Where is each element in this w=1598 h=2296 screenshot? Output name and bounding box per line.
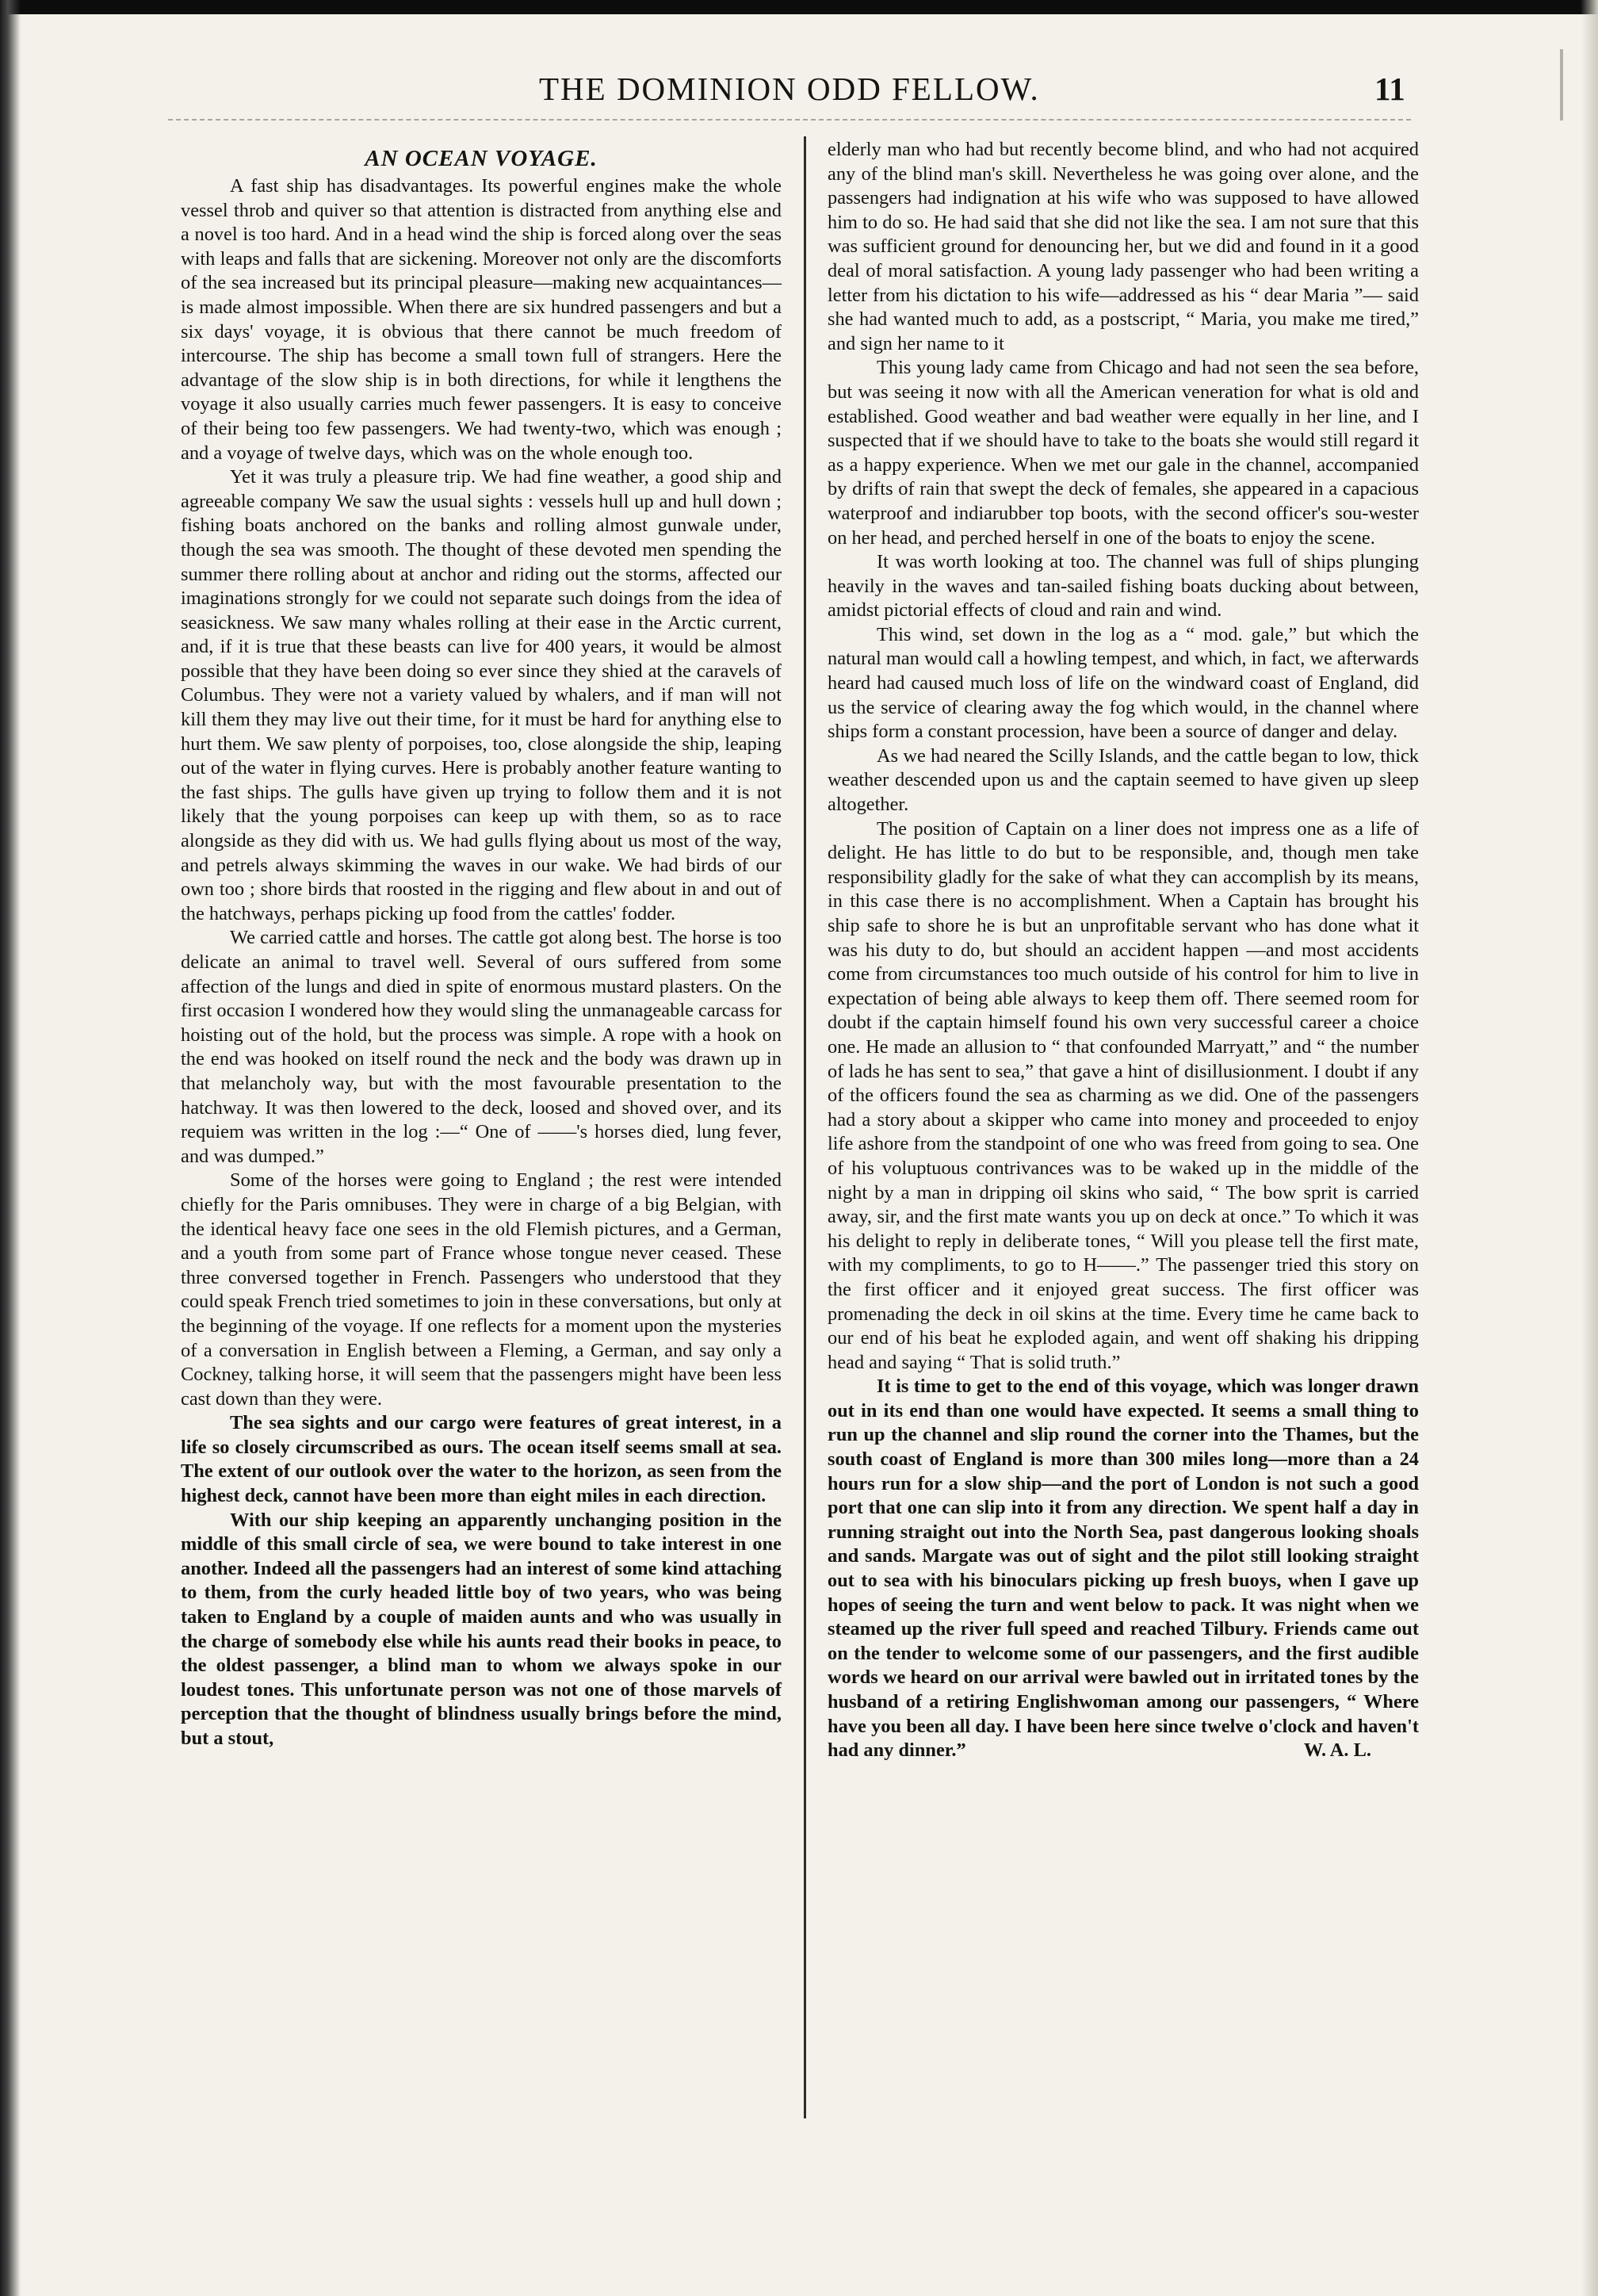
scan-left-shadow [0, 0, 21, 2296]
column-divider [804, 136, 806, 2118]
left-column [181, 174, 782, 1751]
paragraph: elderly man who had but recently become blind, and who had not acquired any of the blind man's skill. Nevertheless he was going over alone, and the passengers had indignation at his wife who was supposed to have allowed him to do so. He had said that she did not like the sea. I am not sure that this was sufficient ground for denouncing her, but we did and found in it a good deal of moral satisfaction. A young lady passenger who had been writing a letter from his dictation to his wife—addressed as his “ dear Maria ”— said she had wanted much to add, as a postscript, “ Maria, you make me tired,” and sign her name to it [828, 139, 1419, 354]
paragraph [828, 1375, 1419, 1763]
paragraph: Some of the horses were going to England ; the rest were intended chiefly for the Paris omnibuses. They were in charge of a big Belgian, with the identical heavy face one sees in the old Flemish pictures, and a German, and a youth from some part of France whose tongue never ceased. These three conversed together in French. Passengers who understood that they could speak French tried sometimes to join in these conversations, but only at the beginning of the voyage. If one reflects for a moment upon the mysteries of a conversation in English between a Fleming, a German, and say only a Cockney, talking horse, it will seem that the passengers might have been less cast down than they were. [181, 1169, 782, 1410]
closing-paragraph-text: It is time to get to the end of this voyage, which was longer drawn out in its end than one would have expected. It seems a small thing to run up the channel and slip round the corner into the Thames, but the south coast of England is more than 300 miles long—more than a 24 hours run for a slow ship—and the port of London is not such a good port that one can slip into it from any direction. We spent half a day in running straight out into the North Sea, past dangerous looking shoals and sands. Margate was out of sight and the pilot still looking straight out to sea with his binoculars picking up fresh buoys, when I gave up hopes of seeing the turn and went below to pack. It was night when we steamed up the river full speed and reached Tilbury. Friends came out on the tender to welcome some of our passengers, and the first audible words we heard on our arrival were bawled out in irritated tones by the husband of a retiring Englishwoman among our passengers, “ Where have you been all day. I have been here since twelve o'clock and haven't had any dinner.” [828, 1376, 1419, 1762]
article-title: AN OCEAN VOYAGE. [365, 146, 598, 171]
paragraph: As we had neared the Scilly Islands, and the cattle began to low, thick weather descended upon us and the captain seemed to have given up sleep altogether. [828, 744, 1419, 816]
page-header [0, 70, 1598, 117]
right-column [828, 138, 1419, 1763]
paragraph: This wind, set down in the log as a “ mod. gale,” but which the natural man would call a howling tempest, and which, in fact, we afterwards heard had caused much loss of life on the windward coast of England, did us the service of clearing away the fog which would, in the channel where ships form a constant procession, have been a source of danger and delay. [828, 623, 1419, 743]
paragraph: The sea sights and our cargo were features of great interest, in a life so closely circumscribed as ours. The ocean itself seems small at sea. The extent of our outlook over the water to the horizon, as seen from the highest deck, cannot have been more than eight miles in each direction. [181, 1412, 782, 1507]
header-divider [168, 119, 1411, 121]
paragraph: It was worth looking at too. The channel was full of ships plunging heavily in the waves and tan-sailed fishing boats ducking about between, amidst pictorial effects of cloud and rain and wind. [828, 551, 1419, 622]
publication-title: THE DOMINION ODD FELLOW. [539, 71, 1040, 107]
paragraph: This young lady came from Chicago and had not seen the sea before, but was seeing it now with all the American veneration for what is old and established. Good weather and bad weather were equally in her line, and I suspected that if we should have to take to the boats she would still regard it as a happy experience. When we met our gale in the channel, accompanied by drifts of rain that swept the deck of females, she appeared in a capacious waterproof and indiarubber top boots, with the second officer's sou-wester on her head, and perched herself in one of the boats to enjoy the scene. [828, 357, 1419, 549]
scan-top-border [0, 0, 1598, 14]
paragraph: Yet it was truly a pleasure trip. We had fine weather, a good ship and agreeable company We saw the usual sights : vessels hull up and hull down ; fishing boats anchored on the banks and rolling almost gunwale under, though the sea was smooth. The thought of these devoted men spending the summer there rolling about at anchor and riding out the storms, affected our imaginations strongly for we could not separate such doings from the idea of seasickness. We saw many whales rolling at their ease in the Arctic current, and, if it is true that these beasts can live for 400 years, it would be almost possible that they have been doing so ever since they shied at the caravels of Columbus. They were not a variety valued by whalers, and if man will not kill them they may live out their time, for it must be hard for anything else to hurt them. We saw plenty of porpoises, too, close alongside the ship, leaping out of the water in flying curves. Here is probably another feature wanting to the fast ships. The gulls have given up trying to follow them and it is not likely that the young porpoises can keep up with them, so as to race alongside as they did with us. We had gulls flying about us most of the way, and petrels always skimming the waves in our wake. We had birds of our own too ; shore birds that roosted in the rigging and flew about in and out of the hatchways, perhaps picking up food from the cattles' fodder. [181, 466, 782, 924]
paragraph: A fast ship has disadvantages. Its powerful engines make the whole vessel throb and quiver so that attention is distracted from anything else and a novel is too hard. And in a head wind the ship is forced along over the seas with leaps and falls that are sickening. Moreover not only are the discomforts of the sea increased but its principal pleasure—making new acquaintances—is made almost impossible. When there are six hundred passengers and but a six days' voyage, it is obvious that there cannot be much freedom of intercourse. The ship has become a small town full of strangers. Here the advantage of the slow ship is in both directions, for while it lengthens the voyage it also usually carries much fewer passengers. It is easy to conceive of their being too few passengers. We had twenty-two, which was enough ; and a voyage of twelve days, which was on the whole enough too. [181, 175, 782, 464]
paragraph: We carried cattle and horses. The cattle got along best. The horse is too delicate an animal to travel well. Several of ours suffered from some affection of the lungs and died in spite of enormous mustard plasters. On the first occasion I wondered how they would sling the unmanageable carcass for hoisting out of the hold, but the process was simple. A rope with a hook on the end was hooked on itself round the neck and the body was drawn up in that melancholy way, but with the most favourable presentation to the hatchway. It was then lowered to the deck, loosed and shoved over, and its requiem was written in the log :—“ One of ——'s horses died, lung fever, and was dumped.” [181, 927, 782, 1167]
author-signature: W. A. L. [1303, 1739, 1371, 1762]
page-number: 11 [1374, 71, 1405, 107]
scan-right-shadow [1581, 0, 1598, 2296]
paragraph: The position of Captain on a liner does not impress one as a life of delight. He has little to do but to be responsible, and, though men take responsibility gladly for the sake of what they can accomplish by its means, in this case there is no accomplishment. When a Captain has brought his ship safe to shore he is but an unprofitable servant who has done what it was his duty to do, but should an accident happen —and most accidents come from circumstances too much outside of his control for him to live in expectation of being able always to keep them off. There seemed room for doubt if the captain himself found his own very successful career a choice one. He made an allusion to “ that confounded Marryatt,” and “ the number of lads he has sent to sea,” that gave a hint of disillusionment. I doubt if any of the officers found the sea as charming as we did. One of the passengers had a story about a skipper who came into money and proceeded to enjoy life ashore from the standpoint of one who was freed from going to sea. One of his voluptuous contrivances was to be waked up in the middle of the night by a man in dripping oil skins who said, “ The bow sprit is carried away, sir, and the first mate wants you up on deck at once.” To which it was his delight to reply in deliberate tones, “ Will you please tell the first mate, with my compliments, to go to H——.” The passenger tried this story on the first officer and it enjoyed great success. The first officer was promenading the deck in oil skins at the time. Every time he came back to our end of his beat he exploded again, and went off shaking his dripping head and saying “ That is solid truth.” [828, 817, 1419, 1373]
paragraph: With our ship keeping an apparently unchanging position in the middle of this small circle of sea, we were bound to take interest in one another. Indeed all the passengers had an interest of some kind attaching to them, from the curly headed little boy of two years, who was being taken to England by a couple of maiden aunts and who was usually in the charge of somebody else while his aunts read their books in peace, to the oldest passenger, a blind man to whom we always spoke in our loudest tones. This unfortunate person was not one of those marvels of perception that the thought of blindness usually brings before the mind, but a stout, [181, 1509, 782, 1749]
